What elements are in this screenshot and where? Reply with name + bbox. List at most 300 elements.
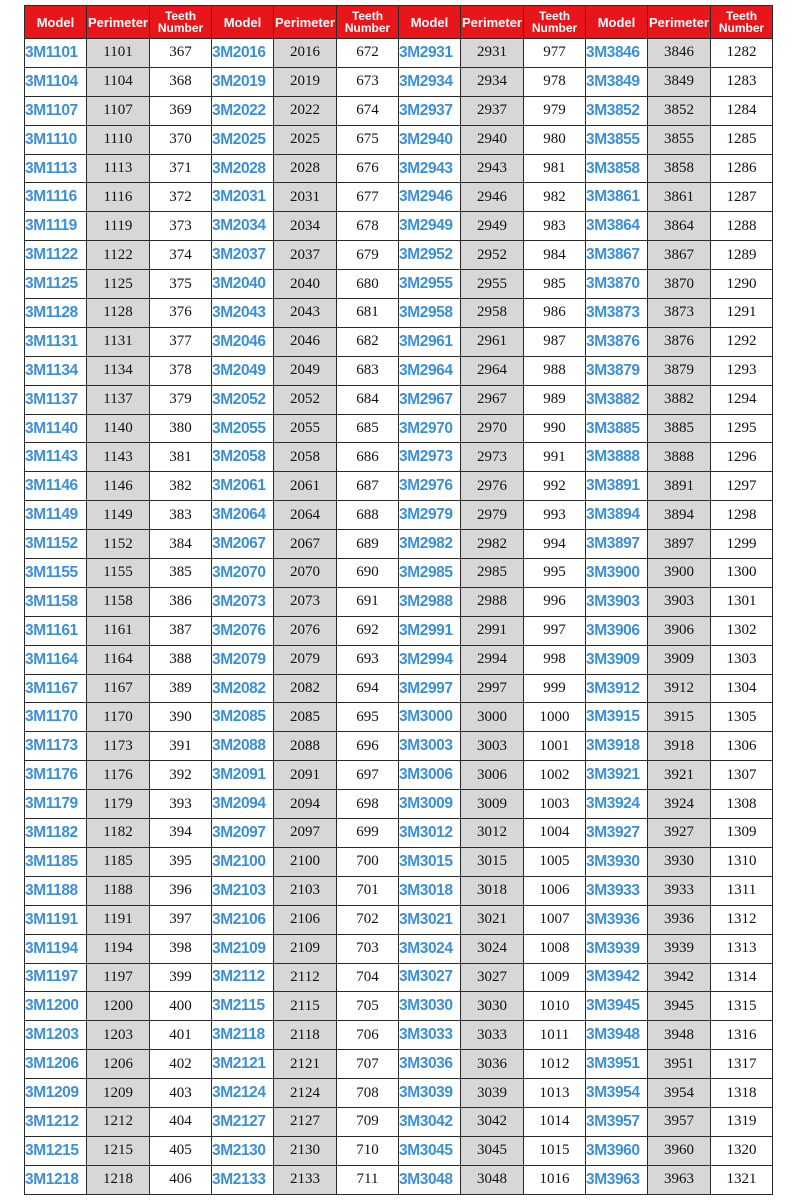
model-cell: 3M2022: [212, 96, 274, 125]
perimeter-cell: 1203: [87, 1021, 150, 1050]
model-cell: 3M3003: [399, 732, 461, 761]
model-cell: 3M3015: [399, 847, 461, 876]
model-cell: 3M2046: [212, 327, 274, 356]
model-cell: 3M1161: [25, 616, 87, 645]
teeth-cell: 1002: [524, 761, 586, 790]
perimeter-cell: 2943: [461, 154, 524, 183]
table-row: [25, 154, 773, 183]
perimeter-cell: 2076: [274, 616, 337, 645]
model-cell: 3M2052: [212, 385, 274, 414]
teeth-cell: 707: [337, 1050, 399, 1079]
model-cell: 3M3897: [586, 530, 648, 559]
perimeter-cell: 2955: [461, 270, 524, 299]
model-cell: 3M1101: [25, 39, 87, 68]
teeth-cell: 706: [337, 1021, 399, 1050]
perimeter-cell: 1152: [87, 530, 150, 559]
perimeter-cell: 3006: [461, 761, 524, 790]
model-cell: 3M1134: [25, 356, 87, 385]
teeth-cell: 369: [150, 96, 212, 125]
model-cell: 3M2991: [399, 616, 461, 645]
perimeter-cell: 3864: [648, 212, 711, 241]
teeth-cell: 389: [150, 674, 212, 703]
table-row: [25, 616, 773, 645]
perimeter-cell: 3000: [461, 703, 524, 732]
model-cell: 3M2955: [399, 270, 461, 299]
model-cell: 3M1158: [25, 587, 87, 616]
teeth-cell: 1289: [711, 241, 773, 270]
model-cell: 3M1170: [25, 703, 87, 732]
model-cell: 3M3882: [586, 385, 648, 414]
model-cell: 3M3906: [586, 616, 648, 645]
teeth-cell: 392: [150, 761, 212, 790]
teeth-cell: 1008: [524, 934, 586, 963]
teeth-cell: 1014: [524, 1107, 586, 1136]
model-cell: 3M1200: [25, 992, 87, 1021]
teeth-cell: 991: [524, 443, 586, 472]
model-cell: 3M2025: [212, 125, 274, 154]
teeth-cell: 1308: [711, 790, 773, 819]
perimeter-cell: 2091: [274, 761, 337, 790]
teeth-cell: 1302: [711, 616, 773, 645]
perimeter-cell: 1209: [87, 1079, 150, 1108]
perimeter-cell: 3045: [461, 1136, 524, 1165]
model-cell: 3M3012: [399, 819, 461, 848]
model-cell: 3M1140: [25, 414, 87, 443]
perimeter-cell: 3021: [461, 905, 524, 934]
teeth-cell: 1316: [711, 1021, 773, 1050]
model-cell: 3M3039: [399, 1079, 461, 1108]
teeth-cell: 1294: [711, 385, 773, 414]
teeth-cell: 1304: [711, 674, 773, 703]
header-teeth-number: Teeth Number: [150, 6, 212, 39]
perimeter-cell: 2058: [274, 443, 337, 472]
table-row: [25, 1021, 773, 1050]
perimeter-cell: 3918: [648, 732, 711, 761]
perimeter-cell: 2031: [274, 183, 337, 212]
teeth-cell: 692: [337, 616, 399, 645]
table-row: [25, 183, 773, 212]
teeth-cell: 1320: [711, 1136, 773, 1165]
teeth-cell: 998: [524, 645, 586, 674]
teeth-cell: 393: [150, 790, 212, 819]
perimeter-cell: 3963: [648, 1165, 711, 1194]
perimeter-cell: 2037: [274, 241, 337, 270]
teeth-cell: 401: [150, 1021, 212, 1050]
teeth-cell: 694: [337, 674, 399, 703]
model-cell: 3M2112: [212, 963, 274, 992]
teeth-cell: 375: [150, 270, 212, 299]
model-cell: 3M2961: [399, 327, 461, 356]
perimeter-cell: 2976: [461, 472, 524, 501]
model-cell: 3M2037: [212, 241, 274, 270]
perimeter-cell: 3042: [461, 1107, 524, 1136]
model-cell: 3M1188: [25, 876, 87, 905]
teeth-cell: 697: [337, 761, 399, 790]
perimeter-cell: 1128: [87, 299, 150, 328]
model-cell: 3M2943: [399, 154, 461, 183]
model-cell: 3M2016: [212, 39, 274, 68]
table-row: [25, 327, 773, 356]
model-cell: 3M3888: [586, 443, 648, 472]
model-cell: 3M3027: [399, 963, 461, 992]
perimeter-cell: 2100: [274, 847, 337, 876]
model-cell: 3M2967: [399, 385, 461, 414]
perimeter-cell: 1116: [87, 183, 150, 212]
teeth-cell: 400: [150, 992, 212, 1021]
model-cell: 3M2043: [212, 299, 274, 328]
teeth-cell: 984: [524, 241, 586, 270]
perimeter-cell: 2958: [461, 299, 524, 328]
teeth-cell: 992: [524, 472, 586, 501]
teeth-cell: 681: [337, 299, 399, 328]
model-cell: 3M1212: [25, 1107, 87, 1136]
teeth-cell: 987: [524, 327, 586, 356]
teeth-cell: 676: [337, 154, 399, 183]
model-cell: 3M3894: [586, 501, 648, 530]
model-cell: 3M1173: [25, 732, 87, 761]
perimeter-cell: 2034: [274, 212, 337, 241]
model-cell: 3M3912: [586, 674, 648, 703]
model-cell: 3M3879: [586, 356, 648, 385]
model-cell: 3M1167: [25, 674, 87, 703]
model-cell: 3M2973: [399, 443, 461, 472]
model-cell: 3M2106: [212, 905, 274, 934]
teeth-cell: 997: [524, 616, 586, 645]
perimeter-cell: 3954: [648, 1079, 711, 1108]
model-cell: 3M3963: [586, 1165, 648, 1194]
teeth-cell: 1001: [524, 732, 586, 761]
perimeter-cell: 3897: [648, 530, 711, 559]
model-cell: 3M1125: [25, 270, 87, 299]
model-cell: 3M2034: [212, 212, 274, 241]
model-cell: 3M2061: [212, 472, 274, 501]
teeth-cell: 988: [524, 356, 586, 385]
model-cell: 3M3960: [586, 1136, 648, 1165]
perimeter-cell: 1161: [87, 616, 150, 645]
perimeter-cell: 1182: [87, 819, 150, 848]
teeth-cell: 675: [337, 125, 399, 154]
perimeter-cell: 1212: [87, 1107, 150, 1136]
perimeter-cell: 2097: [274, 819, 337, 848]
belt-size-table: [24, 5, 773, 1195]
teeth-cell: 680: [337, 270, 399, 299]
perimeter-cell: 3909: [648, 645, 711, 674]
perimeter-cell: 2967: [461, 385, 524, 414]
perimeter-cell: 2109: [274, 934, 337, 963]
model-cell: 3M2970: [399, 414, 461, 443]
teeth-cell: 686: [337, 443, 399, 472]
model-cell: 3M2976: [399, 472, 461, 501]
table-row: [25, 790, 773, 819]
teeth-cell: 678: [337, 212, 399, 241]
teeth-cell: 383: [150, 501, 212, 530]
model-cell: 3M3900: [586, 559, 648, 588]
table-row: [25, 1165, 773, 1194]
model-cell: 3M1191: [25, 905, 87, 934]
model-cell: 3M3909: [586, 645, 648, 674]
model-cell: 3M3951: [586, 1050, 648, 1079]
table-row: [25, 645, 773, 674]
perimeter-cell: 1155: [87, 559, 150, 588]
model-cell: 3M2121: [212, 1050, 274, 1079]
model-cell: 3M2133: [212, 1165, 274, 1194]
perimeter-cell: 3033: [461, 1021, 524, 1050]
perimeter-cell: 2931: [461, 39, 524, 68]
teeth-cell: 994: [524, 530, 586, 559]
teeth-cell: 398: [150, 934, 212, 963]
teeth-cell: 403: [150, 1079, 212, 1108]
perimeter-cell: 2052: [274, 385, 337, 414]
model-cell: 3M2937: [399, 96, 461, 125]
perimeter-cell: 2964: [461, 356, 524, 385]
model-cell: 3M2934: [399, 67, 461, 96]
teeth-cell: 396: [150, 876, 212, 905]
teeth-cell: 384: [150, 530, 212, 559]
perimeter-cell: 1164: [87, 645, 150, 674]
table-row: [25, 385, 773, 414]
perimeter-cell: 2055: [274, 414, 337, 443]
model-cell: 3M2103: [212, 876, 274, 905]
perimeter-cell: 2070: [274, 559, 337, 588]
model-cell: 3M3939: [586, 934, 648, 963]
model-cell: 3M3942: [586, 963, 648, 992]
perimeter-cell: 2046: [274, 327, 337, 356]
teeth-cell: 682: [337, 327, 399, 356]
teeth-cell: 687: [337, 472, 399, 501]
perimeter-cell: 1191: [87, 905, 150, 934]
model-cell: 3M2064: [212, 501, 274, 530]
model-cell: 3M3885: [586, 414, 648, 443]
model-cell: 3M3957: [586, 1107, 648, 1136]
teeth-cell: 1310: [711, 847, 773, 876]
table-row: [25, 472, 773, 501]
model-cell: 3M3954: [586, 1079, 648, 1108]
model-cell: 3M2988: [399, 587, 461, 616]
teeth-cell: 986: [524, 299, 586, 328]
model-cell: 3M1149: [25, 501, 87, 530]
perimeter-cell: 2934: [461, 67, 524, 96]
teeth-cell: 978: [524, 67, 586, 96]
table-row: [25, 67, 773, 96]
table-row: [25, 501, 773, 530]
model-cell: 3M2091: [212, 761, 274, 790]
perimeter-cell: 3921: [648, 761, 711, 790]
teeth-cell: 397: [150, 905, 212, 934]
teeth-cell: 695: [337, 703, 399, 732]
model-cell: 3M1185: [25, 847, 87, 876]
model-cell: 3M2946: [399, 183, 461, 212]
perimeter-cell: 2946: [461, 183, 524, 212]
perimeter-cell: 3849: [648, 67, 711, 96]
model-cell: 3M1203: [25, 1021, 87, 1050]
table-row: [25, 212, 773, 241]
model-cell: 3M3861: [586, 183, 648, 212]
teeth-cell: 1011: [524, 1021, 586, 1050]
header-teeth-number: Teeth Number: [524, 6, 586, 39]
perimeter-cell: 1179: [87, 790, 150, 819]
model-cell: 3M1107: [25, 96, 87, 125]
teeth-cell: 691: [337, 587, 399, 616]
teeth-cell: 379: [150, 385, 212, 414]
perimeter-cell: 1167: [87, 674, 150, 703]
perimeter-cell: 1170: [87, 703, 150, 732]
perimeter-cell: 3945: [648, 992, 711, 1021]
perimeter-cell: 3915: [648, 703, 711, 732]
teeth-cell: 1313: [711, 934, 773, 963]
perimeter-cell: 3012: [461, 819, 524, 848]
model-cell: 3M3846: [586, 39, 648, 68]
perimeter-cell: 3873: [648, 299, 711, 328]
perimeter-cell: 3846: [648, 39, 711, 68]
model-cell: 3M2982: [399, 530, 461, 559]
teeth-cell: 1303: [711, 645, 773, 674]
teeth-cell: 391: [150, 732, 212, 761]
teeth-cell: 1013: [524, 1079, 586, 1108]
teeth-cell: 701: [337, 876, 399, 905]
teeth-cell: 711: [337, 1165, 399, 1194]
teeth-cell: 1318: [711, 1079, 773, 1108]
teeth-cell: 402: [150, 1050, 212, 1079]
table-row: [25, 559, 773, 588]
perimeter-cell: 3876: [648, 327, 711, 356]
perimeter-cell: 2949: [461, 212, 524, 241]
model-cell: 3M3930: [586, 847, 648, 876]
model-cell: 3M2958: [399, 299, 461, 328]
table-row: [25, 905, 773, 934]
teeth-cell: 1314: [711, 963, 773, 992]
perimeter-cell: 2067: [274, 530, 337, 559]
perimeter-cell: 1137: [87, 385, 150, 414]
perimeter-cell: 1104: [87, 67, 150, 96]
model-cell: 3M3915: [586, 703, 648, 732]
teeth-cell: 1010: [524, 992, 586, 1021]
perimeter-cell: 2121: [274, 1050, 337, 1079]
perimeter-cell: 2088: [274, 732, 337, 761]
teeth-cell: 977: [524, 39, 586, 68]
teeth-cell: 1307: [711, 761, 773, 790]
model-cell: 3M1110: [25, 125, 87, 154]
model-cell: 3M1131: [25, 327, 87, 356]
perimeter-cell: 3894: [648, 501, 711, 530]
perimeter-cell: 2025: [274, 125, 337, 154]
perimeter-cell: 2127: [274, 1107, 337, 1136]
teeth-cell: 1296: [711, 443, 773, 472]
teeth-cell: 990: [524, 414, 586, 443]
table-row: [25, 732, 773, 761]
perimeter-cell: 1143: [87, 443, 150, 472]
teeth-cell: 1309: [711, 819, 773, 848]
model-cell: 3M2055: [212, 414, 274, 443]
perimeter-cell: 3906: [648, 616, 711, 645]
table-row: [25, 963, 773, 992]
teeth-cell: 703: [337, 934, 399, 963]
teeth-cell: 996: [524, 587, 586, 616]
header-model: Model: [586, 6, 648, 39]
perimeter-cell: 3030: [461, 992, 524, 1021]
model-cell: 3M1182: [25, 819, 87, 848]
teeth-cell: 388: [150, 645, 212, 674]
perimeter-cell: 3933: [648, 876, 711, 905]
model-cell: 3M1116: [25, 183, 87, 212]
perimeter-cell: 3852: [648, 96, 711, 125]
teeth-cell: 980: [524, 125, 586, 154]
perimeter-cell: 3018: [461, 876, 524, 905]
teeth-cell: 1299: [711, 530, 773, 559]
perimeter-cell: 3048: [461, 1165, 524, 1194]
perimeter-cell: 3951: [648, 1050, 711, 1079]
table-row: [25, 1136, 773, 1165]
perimeter-cell: 2973: [461, 443, 524, 472]
teeth-cell: 693: [337, 645, 399, 674]
table-row: [25, 1050, 773, 1079]
model-cell: 3M1143: [25, 443, 87, 472]
table-row: [25, 96, 773, 125]
perimeter-cell: 1113: [87, 154, 150, 183]
model-cell: 3M1194: [25, 934, 87, 963]
model-cell: 3M3852: [586, 96, 648, 125]
teeth-cell: 673: [337, 67, 399, 96]
table-row: [25, 674, 773, 703]
teeth-cell: 1009: [524, 963, 586, 992]
table-row: [25, 414, 773, 443]
teeth-cell: 377: [150, 327, 212, 356]
table-row: [25, 530, 773, 559]
perimeter-cell: 1134: [87, 356, 150, 385]
teeth-cell: 386: [150, 587, 212, 616]
perimeter-cell: 3912: [648, 674, 711, 703]
table-row: [25, 39, 773, 68]
teeth-cell: 705: [337, 992, 399, 1021]
teeth-cell: 394: [150, 819, 212, 848]
perimeter-cell: 1140: [87, 414, 150, 443]
perimeter-cell: 2085: [274, 703, 337, 732]
teeth-cell: 1297: [711, 472, 773, 501]
perimeter-cell: 1194: [87, 934, 150, 963]
perimeter-cell: 3924: [648, 790, 711, 819]
perimeter-cell: 1146: [87, 472, 150, 501]
perimeter-cell: 2082: [274, 674, 337, 703]
header-perimeter: Perimeter: [274, 6, 337, 39]
teeth-cell: 376: [150, 299, 212, 328]
perimeter-cell: 2952: [461, 241, 524, 270]
model-cell: 3M2979: [399, 501, 461, 530]
perimeter-cell: 1188: [87, 876, 150, 905]
model-cell: 3M3867: [586, 241, 648, 270]
teeth-cell: 1321: [711, 1165, 773, 1194]
teeth-cell: 708: [337, 1079, 399, 1108]
teeth-cell: 993: [524, 501, 586, 530]
teeth-cell: 1286: [711, 154, 773, 183]
teeth-cell: 405: [150, 1136, 212, 1165]
model-cell: 3M3876: [586, 327, 648, 356]
teeth-cell: 1015: [524, 1136, 586, 1165]
model-cell: 3M2097: [212, 819, 274, 848]
model-cell: 3M1215: [25, 1136, 87, 1165]
perimeter-cell: 2979: [461, 501, 524, 530]
teeth-cell: 685: [337, 414, 399, 443]
perimeter-cell: 1125: [87, 270, 150, 299]
model-cell: 3M3036: [399, 1050, 461, 1079]
perimeter-cell: 2019: [274, 67, 337, 96]
teeth-cell: 981: [524, 154, 586, 183]
model-cell: 3M2049: [212, 356, 274, 385]
perimeter-cell: 1149: [87, 501, 150, 530]
model-cell: 3M2073: [212, 587, 274, 616]
teeth-cell: 368: [150, 67, 212, 96]
model-cell: 3M3033: [399, 1021, 461, 1050]
teeth-cell: 367: [150, 39, 212, 68]
model-cell: 3M3948: [586, 1021, 648, 1050]
